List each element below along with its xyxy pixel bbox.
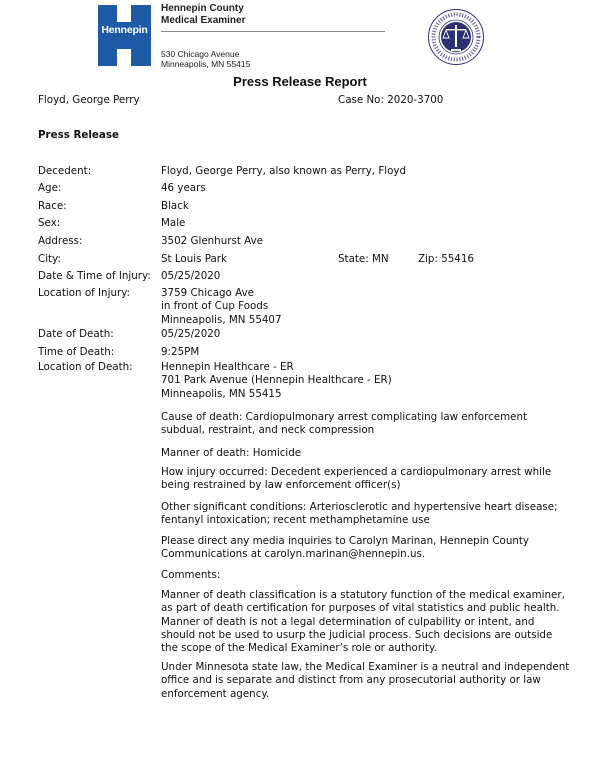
comment-paragraph-2: Under Minnesota state law, the Medical Examiner is a neutral and independent office and is separate and distinct from any prosecutorial authority or law enforcement agency.	[161, 661, 570, 700]
death-location-line: Hennepin Healthcare - ER	[161, 361, 294, 373]
header-rule	[161, 31, 385, 32]
death-time-value: 9:25PM	[161, 346, 200, 358]
death-location-label: Location of Death:	[38, 361, 133, 373]
race-label: Race:	[38, 200, 67, 212]
org-name	[161, 3, 245, 27]
logo-text: Hennepin	[101, 24, 148, 36]
death-time-label: Time of Death:	[38, 346, 115, 358]
sex-label: Sex:	[38, 217, 61, 229]
decedent-label: Decedent:	[38, 165, 92, 177]
injury-datetime-value: 05/25/2020	[161, 270, 221, 282]
injury-location-line: Minneapolis, MN 55407	[161, 313, 282, 326]
injury-location-label: Location of Injury:	[38, 287, 131, 299]
injury-datetime-label: Date & Time of Injury:	[38, 270, 151, 282]
cause-of-death: Cause of death: Cardiopulmonary arrest complicating law enforcement subdual, restraint, and neck compression	[161, 411, 528, 437]
comment-paragraph-1: Manner of death classification is a statutory function of the medical examiner, as part of death certification for purposes of vital statistics and public health. Manner of death is not a legal determination of culpability or intent, and should not be used to usurp the judicial process. Such decisions are outside the scope of the Medical Examiner’s role or authority.	[161, 589, 565, 655]
death-date-value: 05/25/2020	[161, 328, 221, 340]
city-value: St Louis Park	[161, 253, 227, 265]
age-value: 46 years	[161, 182, 206, 194]
state-value: State: MN	[338, 253, 389, 265]
logo-notch-top	[117, 5, 131, 22]
medical-examiners-seal-icon	[427, 8, 485, 66]
comments-label: Comments:	[161, 569, 221, 581]
media-inquiries: Please direct any media inquiries to Carolyn Marinan, Hennepin County Communications at carolyn.marinan@hennepin.us.	[161, 535, 530, 561]
city-label: City:	[38, 253, 61, 265]
decedent-name-header: Floyd, George Perry	[38, 94, 140, 106]
org-line-2: Medical Examiner	[161, 15, 246, 26]
death-location-line: 701 Park Avenue (Hennepin Healthcare - ER)	[161, 374, 392, 387]
decedent-value: Floyd, George Perry, also known as Perry, Floyd	[161, 165, 407, 177]
death-date-label: Date of Death:	[38, 328, 114, 340]
address-label: Address:	[38, 235, 83, 247]
hennepin-logo	[98, 5, 151, 66]
death-location-line: Minneapolis, MN 55415	[161, 387, 282, 400]
report-title: Press Release Report	[233, 74, 367, 89]
org-address	[161, 49, 250, 69]
org-line-1: Hennepin County	[161, 3, 244, 14]
case-number: Case No: 2020-3700	[338, 94, 444, 106]
logo-notch-bottom	[117, 49, 131, 66]
address-value: 3502 Glenhurst Ave	[161, 235, 264, 247]
injury-location-line: in front of Cup Foods	[161, 300, 269, 313]
sex-value: Male	[161, 217, 186, 229]
manner-of-death: Manner of death: Homicide	[161, 447, 302, 459]
section-heading: Press Release	[38, 129, 119, 141]
death-location-value	[161, 361, 392, 401]
address-line-2: Minneapolis, MN 55415	[161, 59, 251, 69]
age-label: Age:	[38, 182, 62, 194]
how-injury-occurred: How injury occurred: Decedent experienced a cardiopulmonary arrest while being restrained by law enforcement officer(s)	[161, 466, 552, 492]
address-line-1: 530 Chicago Avenue	[161, 49, 240, 59]
race-value: Black	[161, 200, 189, 212]
injury-location-value	[161, 287, 282, 327]
injury-location-line: 3759 Chicago Ave	[161, 287, 255, 299]
zip-value: Zip: 55416	[418, 253, 474, 265]
other-conditions: Other significant conditions: Arteriosclerotic and hypertensive heart disease; fentanyl intoxication; recent methamphetamine use	[161, 501, 558, 527]
